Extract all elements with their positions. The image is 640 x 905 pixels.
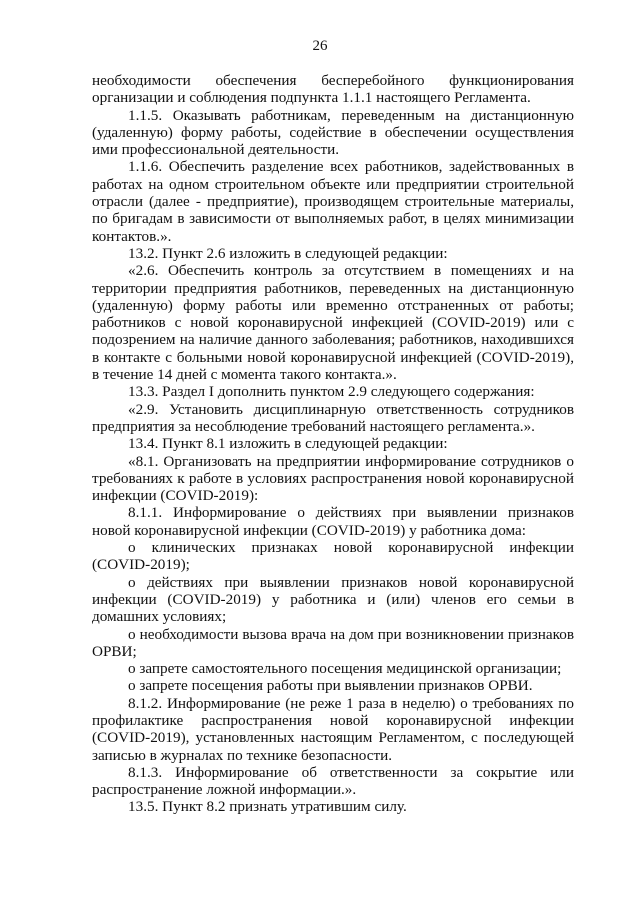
paragraph: 8.1.1. Информирование о действиях при выявлении признаков новой коронавирусной инфекции (COVID-2019) у работника дома: [92,504,574,539]
paragraph: необходимости обеспечения бесперебойного функционирования организации и соблюдения подпункта 1.1.1 настоящего Регламента. [92,72,574,107]
paragraph: «8.1. Организовать на предприятии информирование сотрудников о требованиях к работе в условиях распространения новой коронавирусной инфекции (COVID-2019): [92,452,574,505]
document-body [92,72,574,816]
page-number: 26 [312,38,328,54]
paragraph: 13.2. Пункт 2.6 изложить в следующей редакции: [128,244,448,262]
list-item: о запрете посещения работы при выявлении признаков ОРВИ. [128,677,533,695]
paragraph: 13.3. Раздел I дополнить пунктом 2.9 следующего содержания: [128,383,535,401]
paragraph: 1.1.6. Обеспечить разделение всех работников, задействованных в работах на одном строительном объекте или предприятии строительной отрасли (далее - предприятие), производящем строительные материалы, по бригадам в зависимости от выполняемых работ, в целях минимизации контактов.». [92,158,574,245]
list-item: о действиях при выявлении признаков новой коронавирусной инфекции (COVID-2019) у работника и (или) членов его семьи в домашних условиях; [92,573,574,626]
paragraph: 1.1.5. Оказывать работникам, переведенным на дистанционную (удаленную) форму работы, содействие в обеспечении осуществления ими профессиональной деятельности. [92,106,574,159]
list-item: о запрете самостоятельного посещения медицинской организации; [128,660,562,678]
paragraph: 8.1.2. Информирование (не реже 1 раза в неделю) о требованиях по профилактике распространения новой коронавирусной инфекции (COVID-2019), установленных настоящим Регламентом, с последующей записью в журналах по технике безопасности. [92,694,574,764]
paragraph: 8.1.3. Информирование об ответственности за сокрытие или распространение ложной информации.». [92,763,574,799]
paragraph: «2.9. Установить дисциплинарную ответственность сотрудников предприятия за несоблюдение требований настоящего регламента.». [92,400,574,435]
paragraph: 13.5. Пункт 8.2 признать утратившим силу. [128,798,407,816]
list-item: о клинических признаках новой коронавирусной инфекции (COVID-2019); [92,539,574,574]
list-item: о необходимости вызова врача на дом при возникновении признаков ОРВИ; [92,625,574,660]
paragraph: «2.6. Обеспечить контроль за отсутствием в помещениях и на территории предприятия работников, переведенных на дистанционную (удаленную) форму работы или временно отстраненных от работы; работников с новой коронавирусной инфекцией (COVID-2019) или с подозрением на наличие данного заболевания; работников, находившихся в контакте с больными новой коронавирусной инфекцией (COVID-2019), в течение 14 дней с момента такого контакта.». [92,262,574,384]
paragraph: 13.4. Пункт 8.1 изложить в следующей редакции: [128,435,448,453]
